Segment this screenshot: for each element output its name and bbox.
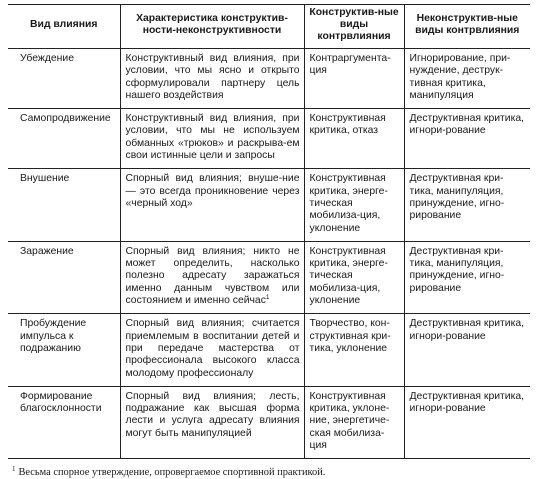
nonconstructive-counter: Игнорирование, при-нуждение, деструк-тивная критика, манипуляция	[404, 49, 530, 109]
influence-characteristic	[120, 241, 304, 313]
nonconstructive-counter: Деструктивная кри-тика, манипуляция, принуждение, игно-рирование	[404, 169, 530, 241]
influence-characteristic: Спорный вид влияния; считается приемлемым в воспитании детей и при передаче мастерства от профессионала высокого класса молодому профессионалу	[120, 314, 304, 386]
influence-characteristic: Конструктивный вид влияния, при условии, что мы ясно и открыто сформулировали партнеру цель нашего воздействия	[120, 49, 304, 109]
nonconstructive-counter: Деструктивная критика, игнори-рование	[404, 386, 530, 458]
constructive-counter: Конструктивная критика, энерге-тическая мобилиза-ция, уклонение	[304, 169, 404, 241]
nonconstructive-counter: Деструктивная критика, игнори-рование	[404, 109, 530, 169]
influence-characteristic: Спорный вид влияния; внуше-ние — это всегда проникновение через «черный ход»	[120, 169, 304, 241]
footnote-text: Весьма спорное утверждение, опровергаемое спортивной практикой.	[18, 467, 326, 479]
footnote-reference: 1	[265, 294, 270, 302]
influence-characteristic: Конструктивный вид влияния, при условии, что мы не используем обманных «трюков» и раскрыва-ем свои истинные цели и запросы	[120, 109, 304, 169]
influence-name: Самопродвижение	[8, 109, 120, 169]
constructive-counter: Конструктивная критика, отказ	[304, 109, 404, 169]
header-nonconstructive-counter: Неконструктив-ные виды контрвлияния	[404, 5, 530, 49]
footnote-mark: 1	[12, 465, 16, 474]
footnote	[8, 463, 530, 479]
influence-name: Пробуждение импульса к подражанию	[8, 314, 120, 386]
constructive-counter: Конструктивная критика, энерге-тическая мобилиза-ция, уклонение	[304, 241, 404, 313]
nonconstructive-counter: Деструктивная кри-тика, манипуляция, принуждение, игно-рирование	[404, 241, 530, 313]
influence-table	[8, 4, 530, 459]
table-row	[8, 314, 530, 386]
influence-name: Формирование благосклонности	[8, 386, 120, 458]
influence-name: Внушение	[8, 169, 120, 241]
header-constructive-counter: Конструктив-ные виды контрвлияния	[304, 5, 404, 49]
table-row	[8, 386, 530, 458]
nonconstructive-counter: Деструктивная критика, игнори-рование	[404, 314, 530, 386]
influence-characteristic: Спорный вид влияния; лесть, подражание как высшая форма лести и услуга адресату влияния могут быть манипуляцией	[120, 386, 304, 458]
table-row	[8, 49, 530, 109]
influence-name: Убеждение	[8, 49, 120, 109]
constructive-counter: Конструктивная критика, уклоне-ние, энергетиче-ская мобилиза-ция	[304, 386, 404, 458]
constructive-counter: Творчество, кон-структивная кри-тика, уклонение	[304, 314, 404, 386]
table-row	[8, 169, 530, 241]
header-influence-type: Вид влияния	[8, 5, 120, 49]
page	[8, 4, 530, 479]
influence-name: Заражение	[8, 241, 120, 313]
table-row	[8, 109, 530, 169]
constructive-counter: Контраргумента-ция	[304, 49, 404, 109]
table-header-row	[8, 5, 530, 49]
table-row	[8, 241, 530, 313]
header-characteristic: Характеристика конструктив-ности-неконструктивности	[120, 5, 304, 49]
influence-characteristic-text: Спорный вид влияния; никто не может определить, насколько полезно адресату заражаться именно данным чувством или состоянием и именно сейчас	[125, 245, 300, 307]
